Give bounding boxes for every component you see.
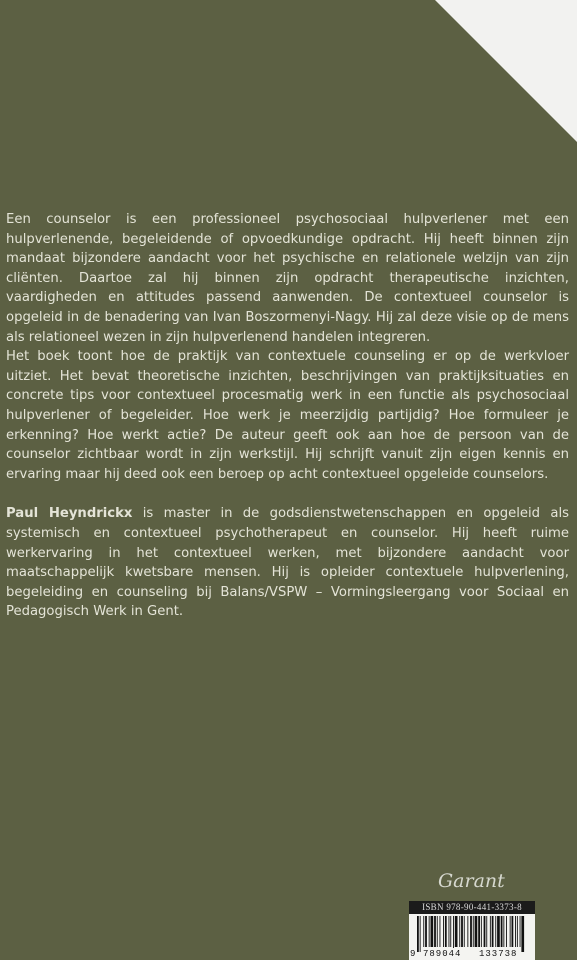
barcode-bar [484,916,486,947]
publisher-logo: Garant [438,870,505,892]
barcode-bar [467,916,468,947]
barcode-bar [461,916,463,947]
author-name: Paul Heyndrickx [6,506,133,522]
barcode-bar [470,916,472,947]
author-bio-text: is master in de godsdienstwetenschappen en opgeleid als systemisch en contextueel psychotherapeut en counselor. Hij heeft ruime werkervaring in het contextueel werken, met bijzondere aandacht voor maatschappelijk kwetsbare mensen. Hij is opleider contextuele hulpverlening, begeleiding en counseling bij Balans/VSPW – Vormingsleergang voor Sociaal en Pedagogisch Werk in Gent. [6,506,570,620]
barcode-bar [440,916,441,947]
barcode-bar [431,916,434,947]
barcode-bar [473,916,474,947]
blurb-text [6,210,569,622]
white-corner-fold [417,0,577,160]
description-paragraph-2: Het boek toont hoe de praktijk van contextuele counseling er op de werkvloer uitziet. Het bevat theoretische inzichten, beschrijvingen van praktijksituaties en concrete tips voor contextueel procesmatig werk in een functie als psychosociaal hulpverlener of begeleider. Hoe werk je meerzijdig partijdig? Hoe formuleer je erkenning? Hoe werkt actie? De auteur geeft ook aan hoe de persoon van de counselor zichtbaar wordt in zijn werkstijl. Hij schrijft vanuit zijn eigen kennis en ervaring maar hij deed ook een beroep op acht contextueel opgeleide counselors. [6,349,569,482]
barcode-bar [464,916,465,947]
description-paragraph-1: Een counselor is een professioneel psychosociaal hulpverlener met een hulpverlenende, begeleidende of opvoedkundige opdracht. Hij heeft binnen zijn mandaat bijzondere aandacht voor het psychische en relationele welzijn van zijn cliënten. Daartoe zal hij binnen zijn opdracht therapeutische inzichten, vaardigheden en attitudes passend aanwenden. De contextueel counselor is opgeleid in de benadering van Ivan Boszormenyi-Nagy. Hij zal deze visie op de mens als relationeel wezen in zijn hulpverlenend handelen integreren. [6,212,569,345]
barcode-bar [512,916,514,947]
barcode-digits-right: 133738 [479,949,518,959]
isbn-label: ISBN 978-90-441-3373-8 [409,901,535,914]
author-bio [6,504,569,622]
barcode-bar [510,916,511,947]
barcode-bar [423,916,424,947]
barcode-bar [434,916,436,947]
barcode-bar [455,916,458,947]
barcode-bar [475,916,478,947]
barcode-bar [425,916,427,947]
barcode [409,914,535,960]
barcode-bar [495,916,496,947]
barcode-bar [478,916,480,947]
barcode-bar [481,916,482,947]
barcode-bar [497,916,500,947]
barcode-bar [443,916,444,947]
barcode-bar [503,916,504,947]
barcode-bar [501,916,503,947]
barcode-bar [450,916,451,947]
barcode-bar [486,916,487,947]
barcode-bar [429,916,430,947]
barcode-digit-first: 9 [410,949,416,959]
barcode-bar [417,916,419,952]
barcode-bar [521,916,524,952]
barcode-bars [417,916,527,952]
barcode-bar [437,916,438,947]
barcode-bar [517,916,518,947]
barcode-bar [459,916,460,947]
barcode-bar [490,916,491,947]
barcode-bar [420,916,421,952]
barcode-bar [506,916,507,947]
barcode-digits [409,948,535,960]
barcode-bar [449,916,450,947]
barcode-bar [445,916,447,947]
barcode-digits-left: 789044 [423,949,462,959]
barcode-bar [492,916,494,947]
barcode-bar [453,916,454,952]
barcode-bar [515,916,516,947]
barcode-bar [520,916,521,947]
